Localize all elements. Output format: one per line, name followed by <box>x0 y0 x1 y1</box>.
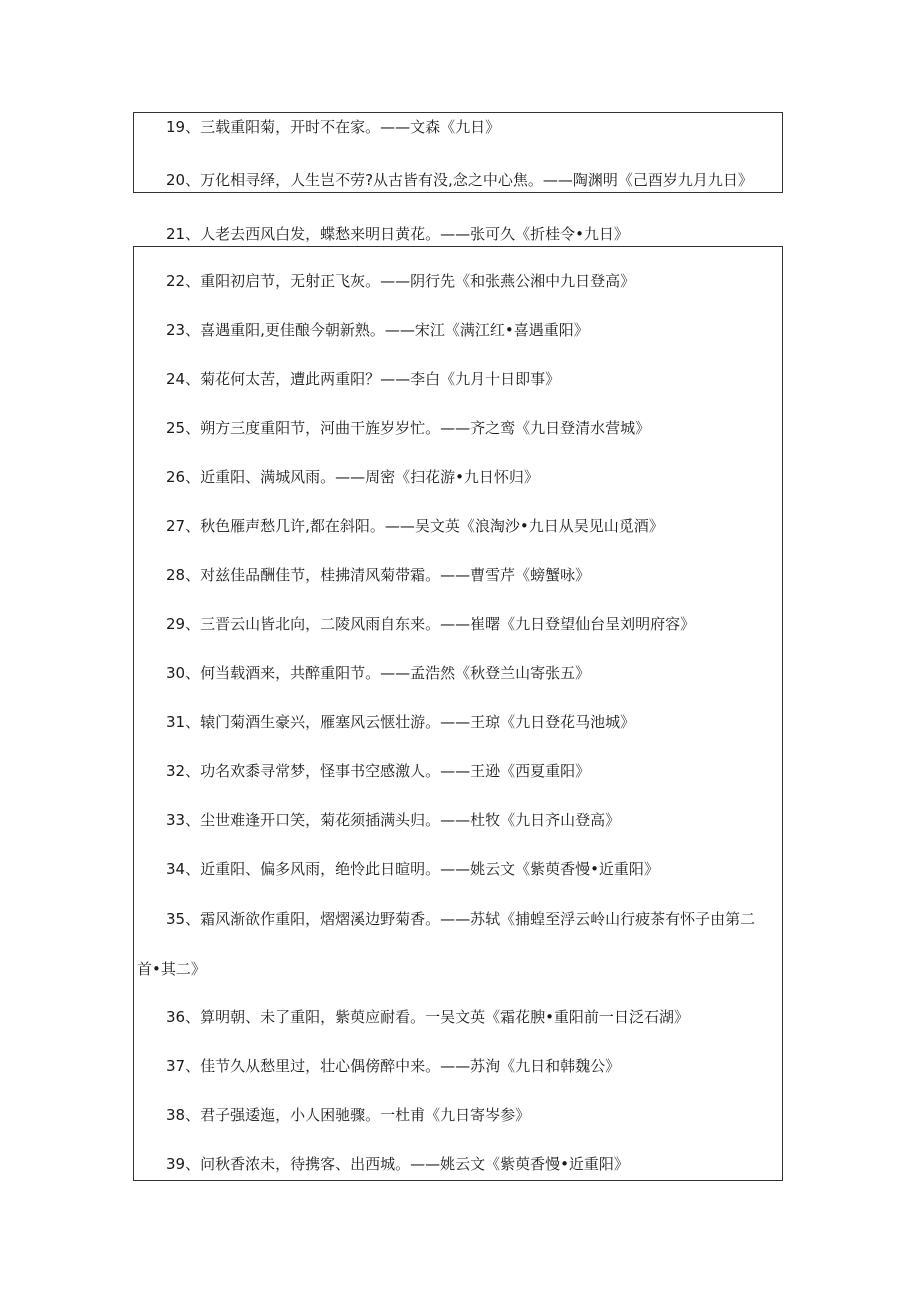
poem-line-39: 39、问秋香浓未，待携客、出西城。——姚云文《紫萸香慢•近重阳》 <box>166 1155 629 1173</box>
poem-line-27: 27、秋色雁声愁几许,都在斜阳。——吴文英《浪淘沙•九日从吴见山觅酒》 <box>166 517 664 535</box>
poem-line-33: 33、尘世难逢开口笑，菊花须插满头归。——杜牧《九日齐山登高》 <box>166 811 621 829</box>
poem-line-34: 34、近重阳、偏多风雨，绝怜此日暄明。——姚云文《紫萸香慢•近重阳》 <box>166 860 659 878</box>
poem-line-21: 21、人老去西风白发，蝶愁来明日黄花。——张可久《折桂令•九日》 <box>166 225 629 243</box>
poem-line-25: 25、朔方三度重阳节，河曲干旌岁岁忙。——齐之鸾《九日登清水营城》 <box>166 419 651 437</box>
poem-line-35-continued: 首•其二》 <box>137 960 206 978</box>
poem-line-36: 36、算明朝、未了重阳，紫萸应耐看。一吴文英《霜花腴•重阳前一日泛石湖》 <box>166 1008 689 1026</box>
poem-line-28: 28、对兹佳品酬佳节，桂拂清风菊带霜。——曹雪芹《螃蟹咏》 <box>166 566 591 584</box>
poem-line-30: 30、何当载酒来，共醉重阳节。——孟浩然《秋登兰山寄张五》 <box>166 664 591 682</box>
poem-line-22: 22、重阳初启节，无射正飞灰。——阴行先《和张燕公湘中九日登高》 <box>166 272 636 290</box>
poem-line-23: 23、喜遇重阳,更佳酿今朝新熟。——宋江《满江红•喜遇重阳》 <box>166 321 589 339</box>
poem-line-31: 31、辕门菊酒生豪兴，雁塞风云惬壮游。——王琼《九日登花马池城》 <box>166 713 636 731</box>
poem-line-37: 37、佳节久从愁里过，壮心偶傍醉中来。——苏洵《九日和韩魏公》 <box>166 1057 621 1075</box>
poem-line-29: 29、三晋云山皆北向，二陵风雨自东来。——崔曙《九日登望仙台呈刘明府容》 <box>166 615 696 633</box>
poem-line-24: 24、菊花何太苦，遭此两重阳？——李白《九月十日即事》 <box>166 370 561 388</box>
poem-line-26: 26、近重阳、满城风雨。——周密《扫花游•九日怀归》 <box>166 468 539 486</box>
poem-line-38: 38、君子强逶迤，小人困驰骤。一杜甫《九日寄岑参》 <box>166 1106 531 1124</box>
poem-line-20: 20、万化相寻绎，人生岂不劳?从古皆有没,念之中心焦。——陶渊明《己酉岁九月九日》 <box>166 171 753 189</box>
poem-line-32: 32、功名欢黍寻常梦，怪事书空感激人。——王逊《西夏重阳》 <box>166 762 591 780</box>
poem-line-35: 35、霜风渐欲作重阳，熠熠溪边野菊香。——苏轼《捕蝗至浮云岭山行疲茶有怀子由第二 <box>166 910 756 928</box>
poem-line-19: 19、三载重阳菊，开时不在家。——文森《九日》 <box>166 118 501 136</box>
